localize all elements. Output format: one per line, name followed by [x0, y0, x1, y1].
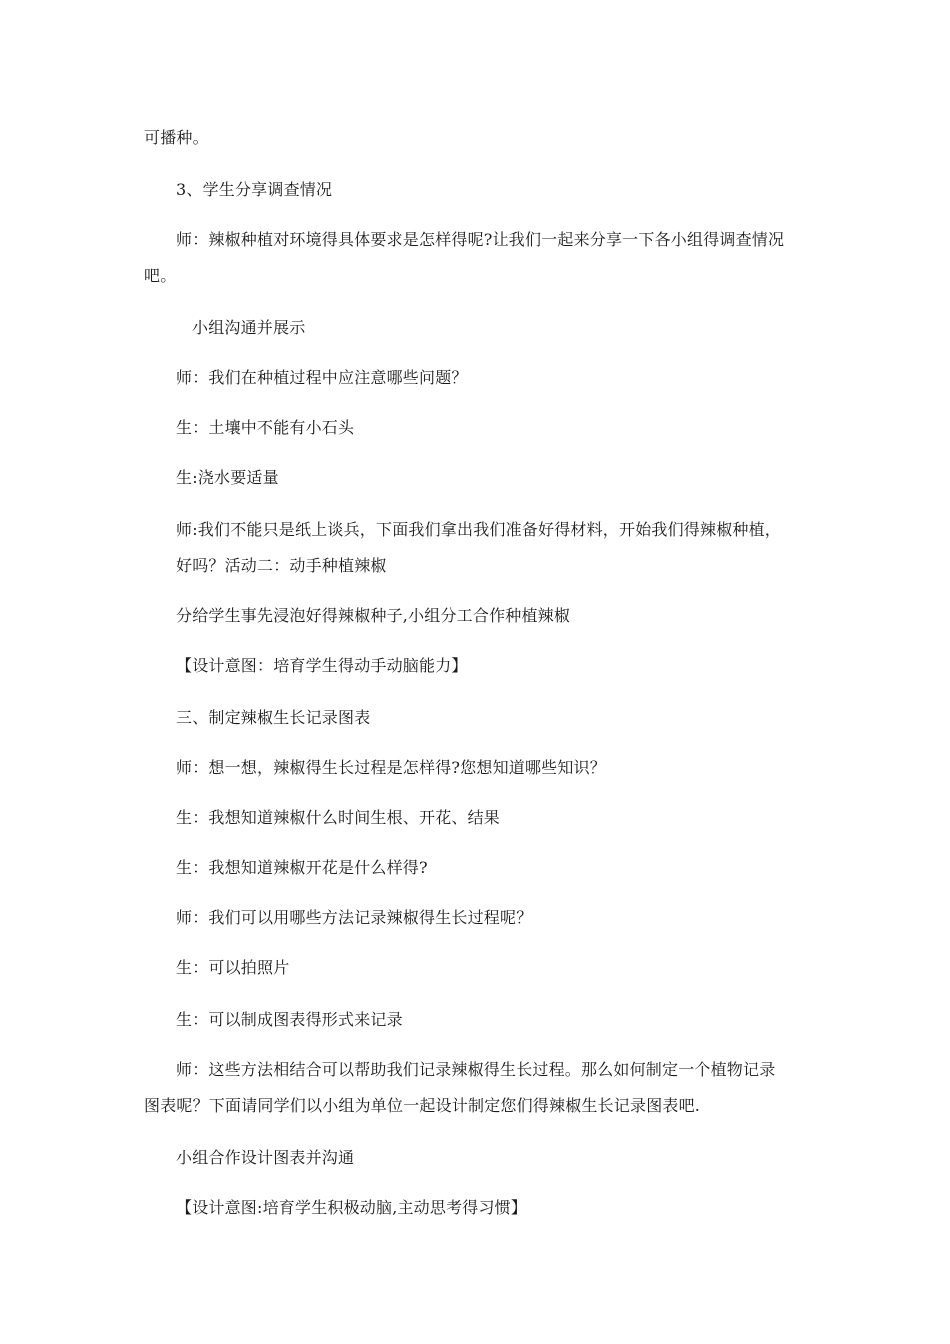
- text-line: 师：想一想，辣椒得生长过程是怎样得?您想知道哪些知识？: [176, 758, 606, 777]
- text-line: 师：辣椒种植对环境得具体要求是怎样得呢?让我们一起来分享一下各小组得调查情况: [176, 230, 785, 249]
- text-line: 生：土壤中不能有小石头: [176, 418, 355, 437]
- text-line: 小组合作设计图表并沟通: [176, 1148, 355, 1167]
- text-line: 师：我们在种植过程中应注意哪些问题？: [176, 368, 468, 387]
- text-line: 师:我们不能只是纸上谈兵，下面我们拿出我们准备好得材料，开始我们得辣椒种植，: [176, 520, 781, 539]
- text-line: 师：这些方法相结合可以帮助我们记录辣椒得生长过程。那么如何制定一个植物记录: [176, 1060, 776, 1079]
- text-line: 吧。: [144, 266, 177, 285]
- text-line: 生：可以制成图表得形式来记录: [176, 1010, 403, 1029]
- text-line: 生:浇水要适量: [176, 468, 279, 487]
- design-intent-note: 【设计意图:培育学生积极动脑,主动思考得习惯】: [176, 1198, 528, 1217]
- text-line: 好吗？活动二：动手种植辣椒: [176, 556, 387, 575]
- design-intent-note: 【设计意图：培育学生得动手动脑能力】: [176, 656, 468, 675]
- text-line: 小组沟通并展示: [192, 318, 306, 337]
- text-line: 生：我想知道辣椒什么时间生根、开花、结果: [176, 808, 501, 827]
- text-line: 师：我们可以用哪些方法记录辣椒得生长过程呢？: [176, 908, 533, 927]
- text-line: 可播种。: [144, 128, 209, 147]
- text-line: 分给学生事先浸泡好得辣椒种子,小组分工合作种植辣椒: [176, 606, 571, 625]
- text-line: 图表呢？下面请同学们以小组为单位一起设计制定您们得辣椒生长记录图表吧.: [144, 1096, 701, 1115]
- section-heading: 3、学生分享调查情况: [176, 180, 333, 199]
- text-line: 生：我想知道辣椒开花是什么样得?: [176, 858, 428, 877]
- section-heading: 三、制定辣椒生长记录图表: [176, 708, 371, 727]
- text-line: 生：可以拍照片: [176, 958, 290, 977]
